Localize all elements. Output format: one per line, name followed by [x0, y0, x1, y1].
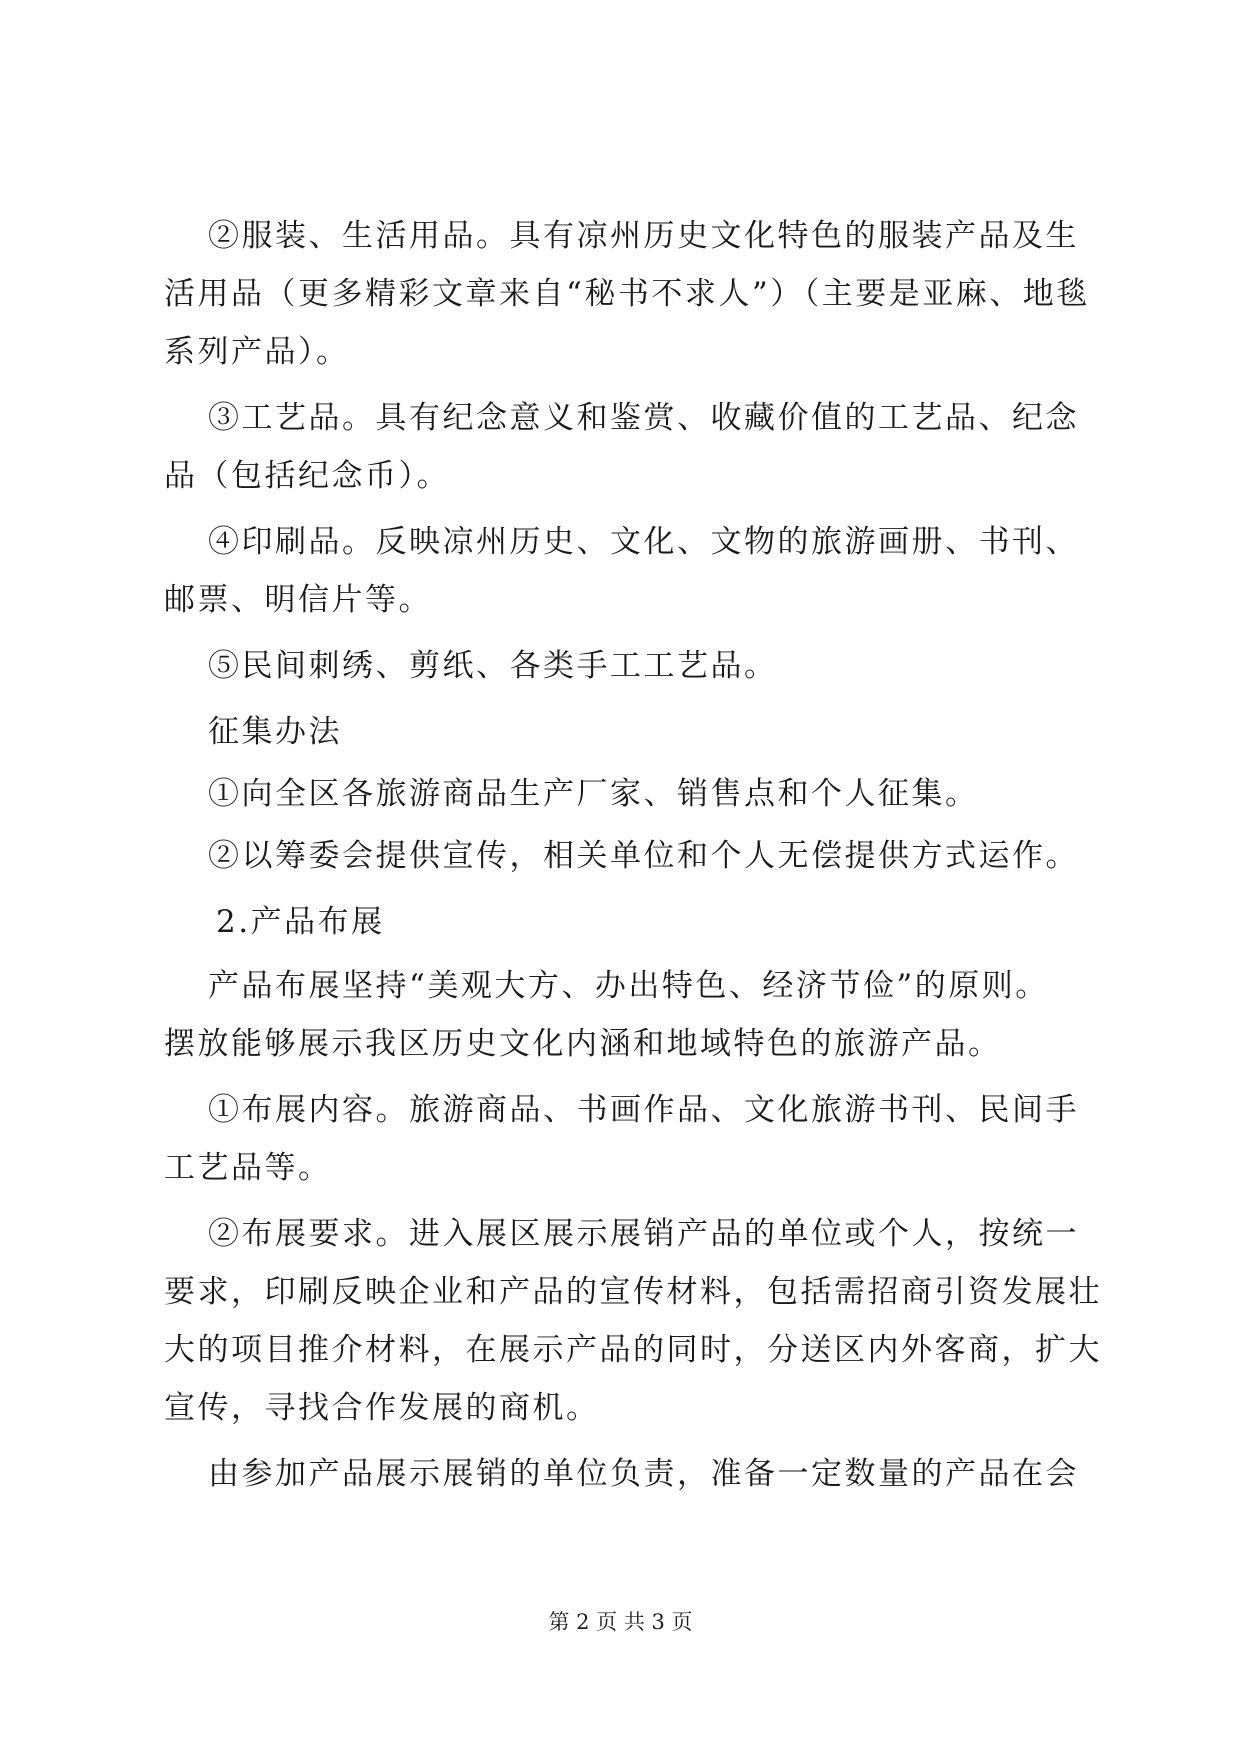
text-line: ⑤民间刺绣、剪纸、各类手工工艺品。 — [208, 648, 778, 684]
text-line: 大的项目推介材料，在展示产品的同时，分送区内外客商，扩大 — [164, 1332, 1102, 1368]
text-line: ②布展要求。进入展区展示展销产品的单位或个人，按统一 — [208, 1216, 1079, 1252]
text-line: ①布展内容。旅游商品、书画作品、文化旅游书刊、民间手 — [208, 1092, 1079, 1128]
text-line: 要求，印刷反映企业和产品的宣传材料，包括需招商引资发展壮 — [164, 1274, 1102, 1310]
text-line: 产品布展坚持“美观大方、办出特色、经济节俭”的原则。 — [208, 968, 1049, 1004]
text-line: 摆放能够展示我区历史文化内涵和地域特色的旅游产品。 — [164, 1026, 1002, 1062]
text-line: 宣传，寻找合作发展的商机。 — [164, 1390, 600, 1426]
text-line: ①向全区各旅游商品生产厂家、销售点和个人征集。 — [208, 776, 979, 812]
text-line: 工艺品等。 — [164, 1150, 332, 1186]
text-line: 品（包括纪念币）。 — [164, 458, 450, 494]
text-line: ④印刷品。反映凉州历史、文化、文物的旅游画册、书刊、 — [208, 524, 1079, 560]
section-heading: 2.产品布展 — [216, 904, 385, 940]
text-line: ②以筹委会提供宣传，相关单位和个人无偿提供方式运作。 — [208, 838, 1079, 874]
text-line: ②服装、生活用品。具有凉州历史文化特色的服装产品及生 — [208, 218, 1079, 254]
section-heading: 征集办法 — [208, 714, 342, 750]
text-line: 系列产品）。 — [164, 334, 350, 370]
page-footer: 第 2 页 共 3 页 — [548, 1610, 693, 1634]
text-line: 活用品（更多精彩文章来自“秘书不求人”）（主要是亚麻、地毯 — [164, 276, 1090, 312]
text-line: 由参加产品展示展销的单位负责，准备一定数量的产品在会 — [208, 1456, 1079, 1492]
text-line: 邮票、明信片等。 — [164, 582, 432, 618]
text-line: ③工艺品。具有纪念意义和鉴赏、收藏价值的工艺品、纪念 — [208, 400, 1079, 436]
